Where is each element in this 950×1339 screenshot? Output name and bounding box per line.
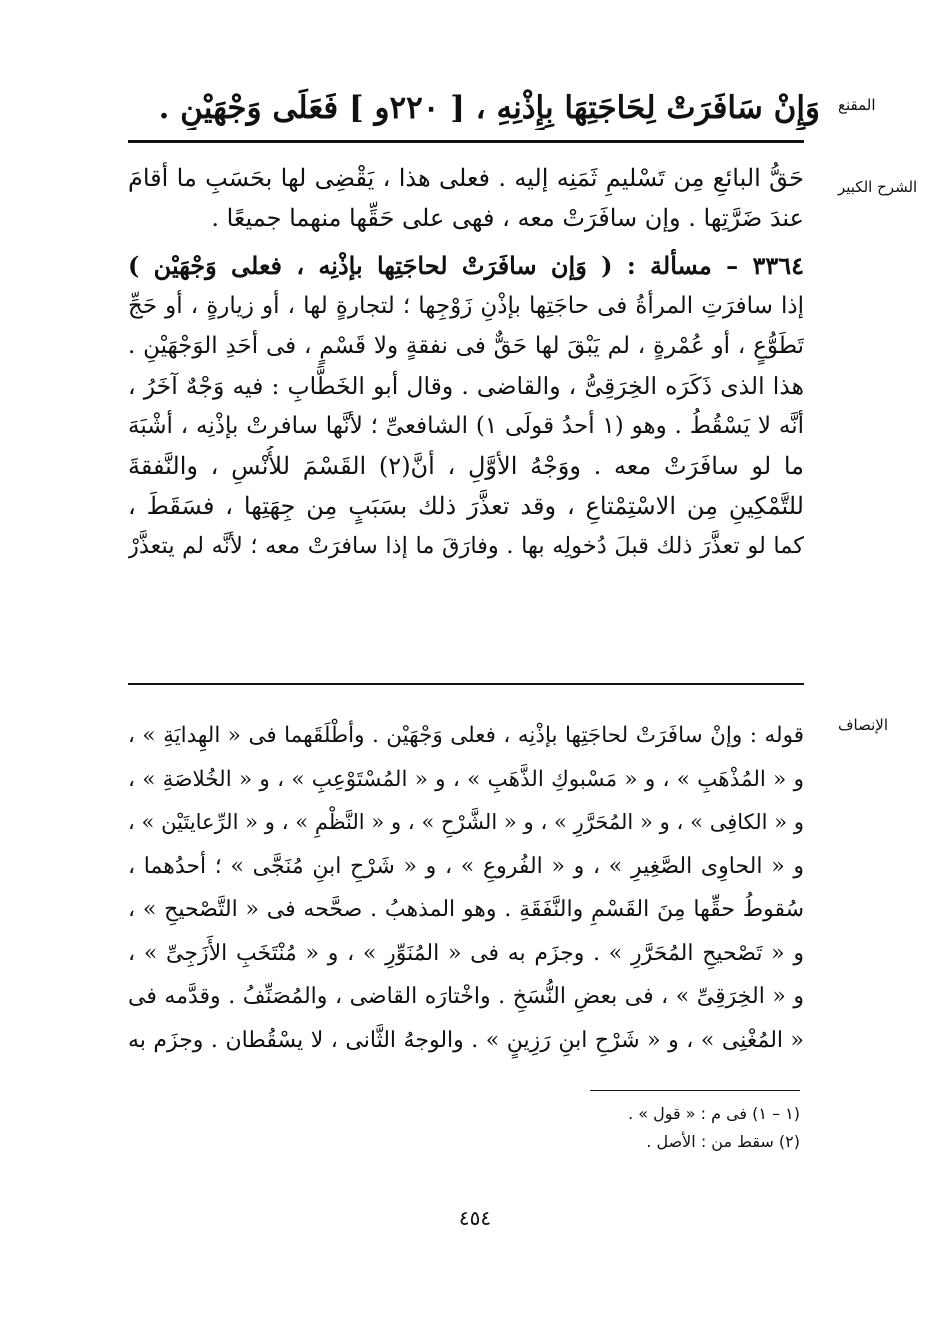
sharh-line: إذا سافرَتِ المرأةُ فى حاجَتِها بإذْنِ زَوْجِها ؛ لتجارةٍ لها ، أو زيارةٍ ، أو حَجِّ: [128, 293, 804, 319]
masala-heading: ٣٣٦٤ – مسألة : ( وَإن سافَرَتْ لحاجَتِها بإذْنِه ، فعلى وَجْهَيْن ): [128, 251, 804, 280]
page-number: ٤٥٤: [458, 1206, 492, 1230]
sharh-line: كما لو تعذَّرَ ذلك قبلَ دُخولِه بها . وفارَقَ ما إذا سافرَتْ معه ؛ لأنَّه لم يتعذَّرْ: [128, 533, 804, 559]
sharh-line: أنَّه لا يَسْقُطُ . وهو (١ أحدُ قولَى ١) الشافعىِّ ؛ لأنَّها سافرتْ بإذْنِه ، أشْبَهَ: [128, 413, 804, 439]
sharh-label: الشرح الكبير: [838, 178, 918, 196]
muqni-line: وَإِنْ سَافَرَتْ لِحَاجَتِهَا بِإِذْنِهِ ، [ ٢٢٠و ] فَعَلَى وَجْهَيْنِ .: [158, 90, 820, 126]
insaf-label: الإنصاف: [838, 716, 889, 734]
sharh-line: للتَّمْكِينِ مِن الاسْتِمْتاعِ ، وقد تعذَّرَ ذلك بسَبَبٍ مِن جِهَتِها ، فسَقَطَ ،: [128, 492, 804, 520]
sharh-line: هذا الذى ذَكَرَه الخِرَقِىُّ ، والقاضى . وقال أبو الخَطَّابِ : فيه وَجْهٌ آخَرُ ،: [128, 372, 804, 400]
insaf-line: و « الحاوِى الصَّغِيرِ » ، و « الفُروعِ » ، و « شَرْحِ ابنِ مُنَجَّى » ؛ أحدُهما ،: [128, 853, 804, 879]
sharh-divider: [128, 683, 804, 685]
insaf-text: [128, 714, 804, 1062]
insaf-line: و « الكافِى » ، و « المُحَرَّرِ » ، و « الشَّرْحِ » ، و « النَّظْمِ » ، و « الرِّعايتَيْن » ،: [128, 810, 804, 834]
muqni-text: [130, 86, 820, 130]
insaf-line: « المُغْنِى » ، و « شَرْحِ ابنِ رَزِينٍ » . والوجهُ الثَّانى ، لا يسْقُطان . وجزَم به: [128, 1027, 804, 1053]
sharh-line: ما لو سافَرَتْ معه . ووَجْهُ الأوَّلِ ، أنَّ(٢) القَسْمَ للأُنْسِ ، والنَّفقةَ: [128, 452, 804, 480]
sharh-line: تَطَوُّعٍ ، أو عُمْرةٍ ، لم يَبْقَ لها حَقٌّ فى نفقةٍ ولا قَسْمٍ ، فى أحَدِ الوَجْهَيْنِ .: [128, 333, 804, 359]
muqni-label: المقنع: [838, 96, 876, 114]
insaf-line: و « المُذْهَبِ » ، و « مَسْبوكِ الذَّهَبِ » ، و « المُسْتَوْعِبِ » ، و « الخُلاصَةِ » ،: [128, 766, 804, 792]
footnote-1: (١ – ١) فى م : « قول » .: [628, 1104, 800, 1123]
sharh-text: [128, 158, 804, 566]
sharh-line: عندَ ضَرَّتِها . وإن سافَرَتْ معه ، فهى على حَقِّها منهما جميعًا .: [211, 204, 804, 232]
insaf-line: سُقوطُ حقِّها مِنَ القَسْمِ والنَّفَقَةِ . وهو المذهبُ . صحَّحه فى « التَّصْحيحِ » ،: [128, 897, 804, 922]
footnote-2: (٢) سقط من : الأصل .: [646, 1132, 800, 1151]
insaf-line: و « الخِرَقِىِّ » ، فى بعضِ النُّسَخِ . واخْتارَه القاضى ، والمُصَنِّفُ . وقدَّمه فى: [128, 984, 804, 1009]
insaf-line: قوله : وإنْ سافَرَتْ لحاجَتِها بإذْنِه ، فعلى وَجْهَيْن . وأطْلَقَهما فى « الهِدايَةِ » ،: [128, 723, 804, 748]
muqni-divider: [128, 140, 804, 143]
footnote-divider: [590, 1090, 800, 1091]
sharh-line: حَقُّ البائعِ مِن تَسْليمِ ثَمَنِه إليه . فعلى هذا ، يَقْضِى لها بحَسَبِ ما أقامَ: [128, 164, 804, 192]
insaf-line: و « تَصْحيحِ المُحَرَّرِ » . وجزَم به فى « المُنَوِّرِ » ، و « مُنْتَخَبِ الأَزَجِىِّ » ،: [128, 940, 804, 966]
